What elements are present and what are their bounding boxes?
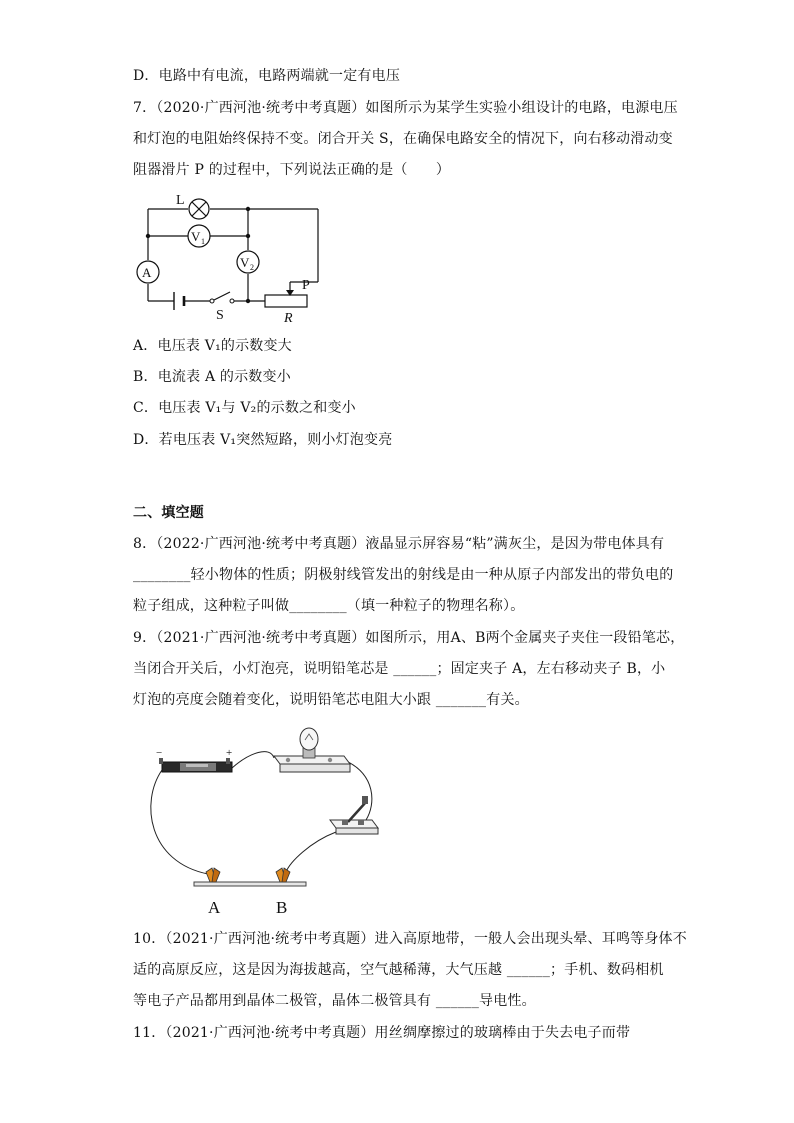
switch-contact <box>230 299 234 303</box>
q6-option-d: D．电路中有电流，电路两端就一定有电压 <box>133 68 401 84</box>
junction-dot <box>146 234 150 238</box>
switch-lever <box>214 292 230 300</box>
q7-option-a: A．电压表 V₁的示数变大 <box>133 338 292 354</box>
pencil-lead <box>194 882 306 886</box>
q7-stem-line1: 7．（2020·广西河池·统考中考真题）如图所示为某学生实验小组设计的电路，电源电压 <box>133 100 678 116</box>
section-heading: 二、填空题 <box>133 505 204 521</box>
lamp-label: L <box>176 193 185 208</box>
q7-stem-line3: 阻器滑片 P 的过程中，下列说法正确的是（ ） <box>133 162 451 178</box>
q7-circuit-diagram <box>130 188 330 324</box>
svg-text:V: V <box>191 229 201 244</box>
q10-stem-line3: 等电子产品都用到晶体二极管，晶体二极管具有 ______导电性。 <box>133 993 536 1009</box>
q9-pencil-lead-circuit <box>140 722 390 918</box>
q9-stem-line1: 9．（2021·广西河池·统考中考真题）如图所示，用A、B两个金属夹子夹住一段铅笔芯， <box>133 630 685 646</box>
lightbulb-icon <box>274 728 350 772</box>
voltmeter-v2-icon <box>237 251 259 273</box>
battery-icon <box>156 747 232 772</box>
rheostat-label: R <box>284 311 293 324</box>
junction-dot <box>246 299 250 303</box>
lamp-icon <box>189 199 209 219</box>
q7-stem-line2: 和灯泡的电阻始终保持不变。闭合开关 S，在确保电路安全的情况下，向右移动滑动变 <box>133 131 673 147</box>
q10-stem-line2: 适的高原反应，这是因为海拔越高，空气越稀薄，大气压越 ______；手机、数码相机 <box>133 962 664 978</box>
ammeter-icon <box>137 261 159 283</box>
q11-stem-line1: 11．（2021·广西河池·统考中考真题）用丝绸摩擦过的玻璃棒由于失去电子而带 <box>133 1025 631 1041</box>
slider-label: P <box>302 278 310 293</box>
q7-option-c: C．电压表 V₁与 V₂的示数之和变小 <box>133 400 356 416</box>
q9-stem-line2: 当闭合开关后，小灯泡亮，说明铅笔芯是 ______；固定夹子 A，左右移动夹子 B，小 <box>133 661 666 677</box>
voltmeter-v1-icon <box>188 225 210 247</box>
q8-stem-line1: 8．（2022·广西河池·统考中考真题）液晶显示屏容易“粘”满灰尘，是因为带电体具有 <box>133 536 665 552</box>
svg-text:1: 1 <box>201 237 205 246</box>
junction-dot <box>246 234 250 238</box>
clip-b-label: B <box>276 898 288 917</box>
switch-label: S <box>216 308 224 323</box>
svg-text:A: A <box>142 265 152 280</box>
junction-dot <box>246 207 250 211</box>
q8-stem-line2: ________轻小物体的性质；阴极射线管发出的射线是由一种从原子内部发出的带负电的 <box>133 567 674 583</box>
clip-a-label: A <box>208 898 221 917</box>
clip-b-icon <box>276 868 290 882</box>
q8-stem-line3: 粒子组成，这种粒子叫做________（填一种粒子的物理名称）。 <box>133 598 525 614</box>
clip-a-icon <box>206 868 220 882</box>
q7-option-d: D．若电压表 V₁突然短路，则小灯泡变亮 <box>133 432 393 448</box>
q10-stem-line1: 10．（2021·广西河池·统考中考真题）进入高原地带，一般人会出现头晕、耳鸣等身体不 <box>133 931 687 947</box>
q7-option-b: B．电流表 A 的示数变小 <box>133 369 291 385</box>
switch-pivot <box>210 299 214 303</box>
svg-text:2: 2 <box>250 263 254 272</box>
svg-text:−: − <box>156 747 163 759</box>
knife-switch-icon <box>330 796 378 834</box>
svg-text:V: V <box>240 255 250 270</box>
svg-text:+: + <box>226 747 233 759</box>
q9-stem-line3: 灯泡的亮度会随着变化，说明铅笔芯电阻大小跟 _______有关。 <box>133 692 529 708</box>
